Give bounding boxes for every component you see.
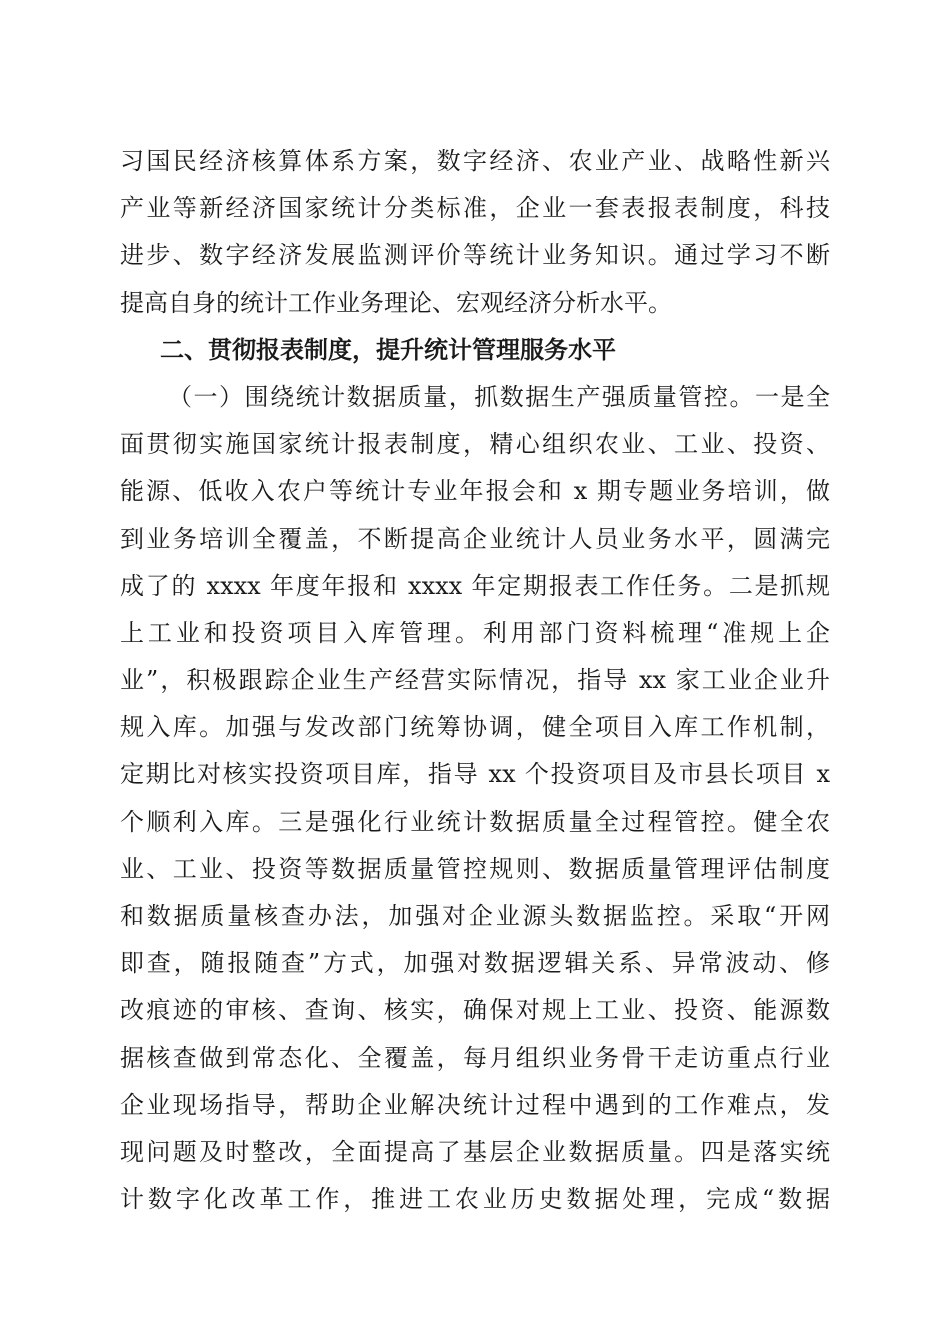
- text-line: 企业现场指导，帮助企业解决统计过程中遇到的工作难点，发: [120, 1090, 830, 1119]
- text-line: 习国民经济核算体系方案，数字经济、农业产业、战略性新兴: [120, 147, 830, 175]
- text-line: （一）围绕统计数据质量，抓数据生产强质量管控。一是全: [168, 382, 830, 411]
- text-line: 到业务培训全覆盖，不断提高企业统计人员业务水平，圆满完: [120, 524, 830, 553]
- text-line: 业”，积极跟踪企业生产经营实际情况，指导 xx 家工业企业升: [120, 666, 830, 695]
- text-line: 面贯彻实施国家统计报表制度，精心组织农业、工业、投资、: [120, 430, 830, 459]
- text-line: 能源、低收入农户等统计专业年报会和 x 期专题业务培训，做: [120, 477, 830, 506]
- text-line: 进步、数字经济发展监测评价等统计业务知识。通过学习不断: [120, 241, 830, 270]
- paragraph-continuation: [120, 138, 830, 327]
- paragraph-subsection-1: [120, 374, 830, 1223]
- text-line: 成了的 xxxx 年度年报和 xxxx 年定期报表工作任务。二是抓规: [120, 571, 830, 600]
- text-line: 规入库。加强与发改部门统筹协调，健全项目入库工作机制，: [120, 713, 830, 742]
- text-line: 即查，随报随查”方式，加强对数据逻辑关系、异常波动、修: [120, 949, 830, 978]
- text-line: 定期比对核实投资项目库，指导 xx 个投资项目及市县长项目 x: [120, 760, 830, 789]
- text-line: 提高自身的统计工作业务理论、宏观经济分析水平。: [120, 288, 672, 317]
- text-line: 计数字化改革工作，推进工农业历史数据处理，完成“数据: [120, 1185, 830, 1214]
- text-line: 业、工业、投资等数据质量管控规则、数据质量管理评估制度: [120, 854, 830, 883]
- document-body: [120, 138, 830, 1223]
- text-line: 产业等新经济国家统计分类标准，企业一套表报表制度，科技: [120, 194, 830, 223]
- text-line: 据核查做到常态化、全覆盖，每月组织业务骨干走访重点行业: [120, 1043, 830, 1072]
- text-line: 改痕迹的审核、查询、核实，确保对规上工业、投资、能源数: [120, 996, 830, 1025]
- text-line: 和数据质量核查办法，加强对企业源头数据监控。采取“开网: [120, 902, 830, 930]
- text-line: 现问题及时整改，全面提高了基层企业数据质量。四是落实统: [120, 1137, 830, 1166]
- text-line: 上工业和投资项目入库管理。利用部门资料梳理“准规上企: [120, 618, 830, 647]
- section-heading: 二、贯彻报表制度，提升统计管理服务水平: [160, 335, 616, 364]
- text-line: 个顺利入库。三是强化行业统计数据质量全过程管控。健全农: [120, 807, 830, 836]
